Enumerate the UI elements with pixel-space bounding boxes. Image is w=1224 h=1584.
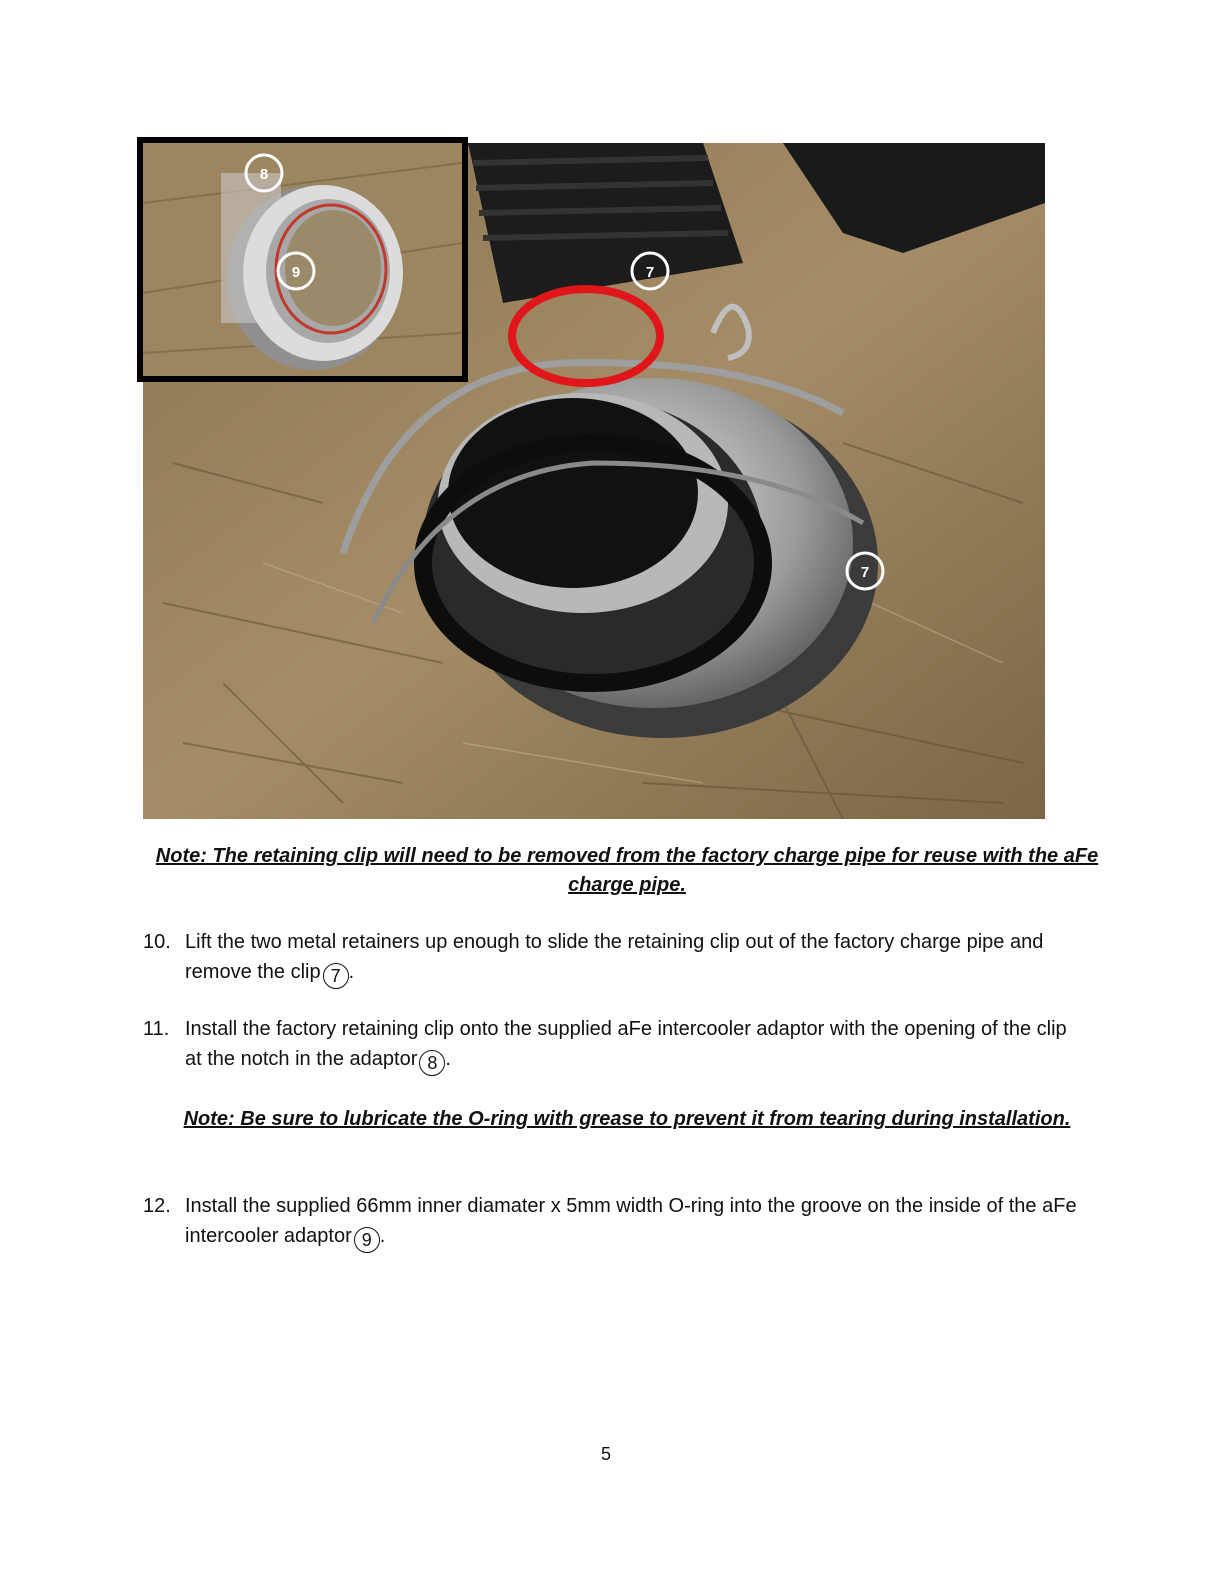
callout-ref-8: 8 xyxy=(419,1050,445,1076)
step-trail: . xyxy=(348,961,355,983)
callout-7-side: 7 xyxy=(860,564,870,581)
step-trail: . xyxy=(379,1225,386,1247)
step-text-body: Install the supplied 66mm inner diamater x 5mm width O-ring into the groove on the inside of the aFe intercooler adaptor xyxy=(185,1195,1077,1247)
step-number: 11. xyxy=(143,1018,170,1040)
note-o-ring: Note: Be sure to lubricate the O-ring with grease to prevent it from tearing during installation. xyxy=(183,1108,1071,1130)
inset-photo xyxy=(137,137,468,382)
step-text-body: Install the factory retaining clip onto the supplied aFe intercooler adaptor with the opening of the clip at the notch in the adaptor xyxy=(185,1018,1067,1070)
adaptor-illustration xyxy=(143,143,462,376)
step-text-body: Lift the two metal retainers up enough to slide the retaining clip out of the factory charge pipe and remove the clip xyxy=(185,931,1044,983)
step-number: 12. xyxy=(143,1195,171,1217)
step-number: 10. xyxy=(143,931,171,953)
callout-ref-9: 9 xyxy=(354,1227,380,1253)
step-text xyxy=(185,1191,1085,1253)
callout-7-top: 7 xyxy=(645,264,655,281)
step-text xyxy=(185,1014,1085,1076)
callout-9: 9 xyxy=(291,264,301,281)
note-retaining-clip: Note: The retaining clip will need to be removed from the factory charge pipe for reuse with the aFe charge pipe. xyxy=(155,845,1099,896)
page-number: 5 xyxy=(600,1444,611,1464)
step-trail: . xyxy=(445,1048,451,1070)
callout-8: 8 xyxy=(259,166,269,183)
step-text xyxy=(185,927,1085,989)
callout-ref-7: 7 xyxy=(323,963,349,989)
